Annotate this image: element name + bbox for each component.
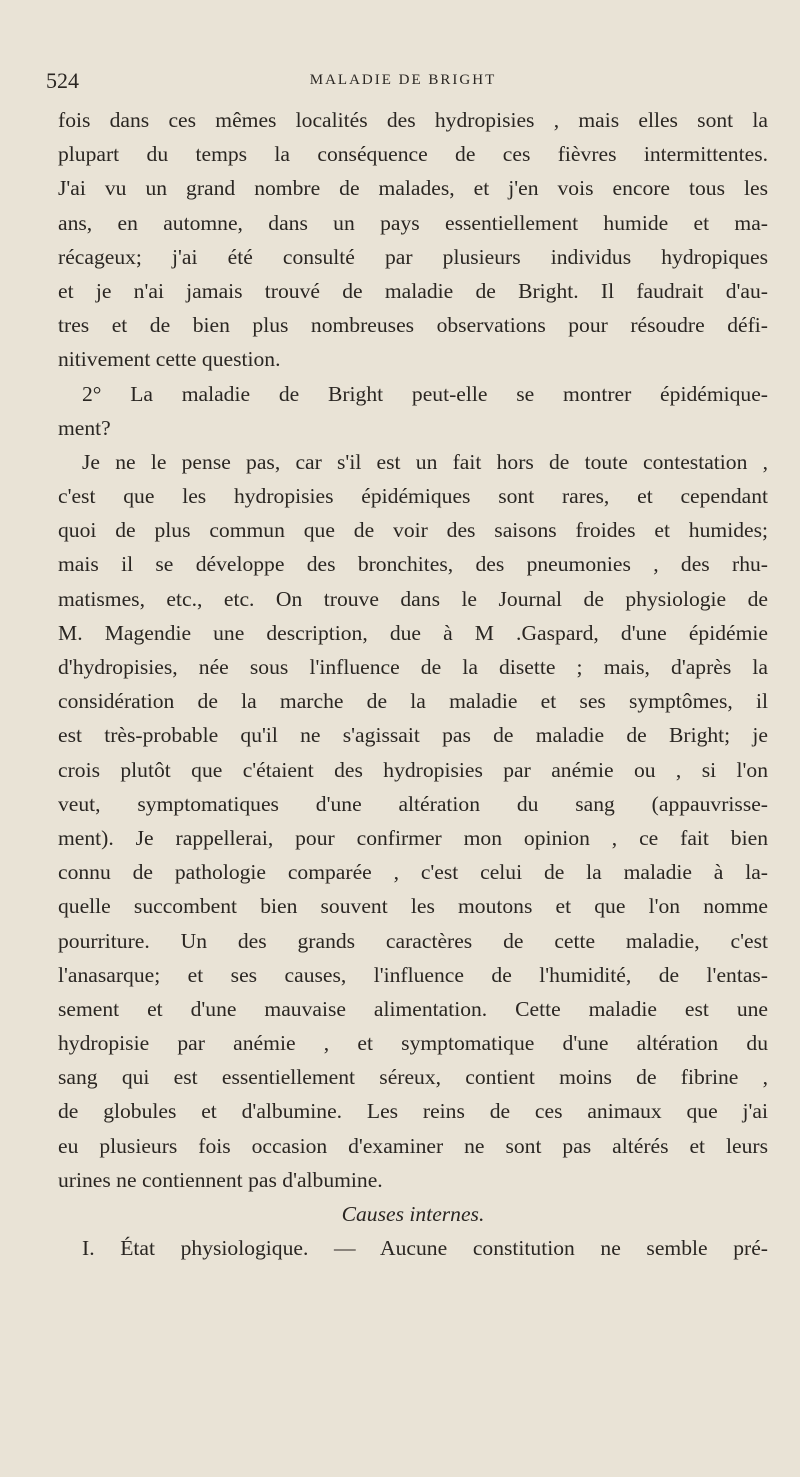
text-line: l'anasarque; et ses causes, l'influence de l'humidité, de l'entas-: [58, 962, 768, 987]
text-line: 2° La maladie de Bright peut-elle se montrer épidémique-: [82, 381, 768, 406]
page-number: 524: [46, 68, 79, 93]
text-line: M. Magendie une description, due à M .Gaspard, d'une épidémie: [58, 620, 768, 645]
body-text: [58, 103, 768, 1265]
text-line: ment). Je rappellerai, pour confirmer mon opinion , ce fait bien: [58, 825, 768, 850]
text-line: fois dans ces mêmes localités des hydropisies , mais elles sont la: [58, 108, 768, 132]
text-line: hydropisie par anémie , et symptomatique d'une altération du: [58, 1031, 768, 1056]
text-line: quoi de plus commun que de voir des saisons froides et humides;: [58, 518, 768, 543]
text-line: sang qui est essentiellement séreux, contient moins de fibrine ,: [58, 1065, 768, 1090]
text-line: eu plusieurs fois occasion d'examiner ne sont pas altérés et leurs: [58, 1133, 768, 1158]
text-line: est très-probable qu'il ne s'agissait pas de maladie de Bright; je: [58, 723, 768, 748]
text-line: quelle succombent bien souvent les moutons et que l'on nomme: [58, 894, 768, 919]
text-line: récageux; j'ai été consulté par plusieurs individus hydropiques: [58, 244, 768, 269]
text-line: J'ai vu un grand nombre de malades, et j'en vois encore tous les: [58, 176, 768, 201]
text-line: ment?: [58, 415, 111, 440]
text-line: plupart du temps la conséquence de ces fièvres intermittentes.: [58, 142, 768, 167]
text-line: et je n'ai jamais trouvé de maladie de Bright. Il faudrait d'au-: [58, 278, 768, 303]
text-line: considération de la marche de la maladie et ses symptômes, il: [58, 689, 768, 714]
running-head: MALADIE DE BRIGHT: [309, 72, 497, 88]
text-line: pourriture. Un des grands caractères de cette maladie, c'est: [58, 928, 768, 953]
section-title: Causes internes.: [341, 1202, 485, 1226]
page-header: [46, 68, 760, 98]
text-line: c'est que les hydropisies épidémiques sont rares, et cependant: [58, 484, 768, 509]
text-line: matismes, etc., etc. On trouve dans le Journal de physiologie de: [58, 586, 768, 611]
text-line: mais il se développe des bronchites, des pneumonies , des rhu-: [58, 552, 768, 577]
text-line: ans, en automne, dans un pays essentiellement humide et ma-: [58, 210, 768, 235]
text-line: de globules et d'albumine. Les reins de ces animaux que j'ai: [58, 1099, 768, 1124]
text-line: urines ne contiennent pas d'albumine.: [58, 1167, 383, 1192]
text-line: sement et d'une mauvaise alimentation. Cette maladie est une: [58, 996, 768, 1021]
text-line: veut, symptomatiques d'une altération du sang (appauvrisse-: [58, 791, 768, 816]
text-line: connu de pathologie comparée , c'est celui de la maladie à la-: [58, 860, 768, 885]
text-line: nitivement cette question.: [58, 347, 281, 372]
text-line: crois plutôt que c'étaient des hydropisies par anémie ou , si l'on: [58, 757, 768, 782]
text-line: d'hydropisies, née sous l'influence de la disette ; mais, d'après la: [58, 655, 768, 679]
text-line: I. État physiologique. — Aucune constitution ne semble pré-: [82, 1236, 768, 1261]
text-line: tres et de bien plus nombreuses observations pour résoudre défi-: [58, 313, 768, 338]
text-line: Je ne le pense pas, car s'il est un fait hors de toute contestation ,: [82, 449, 768, 474]
